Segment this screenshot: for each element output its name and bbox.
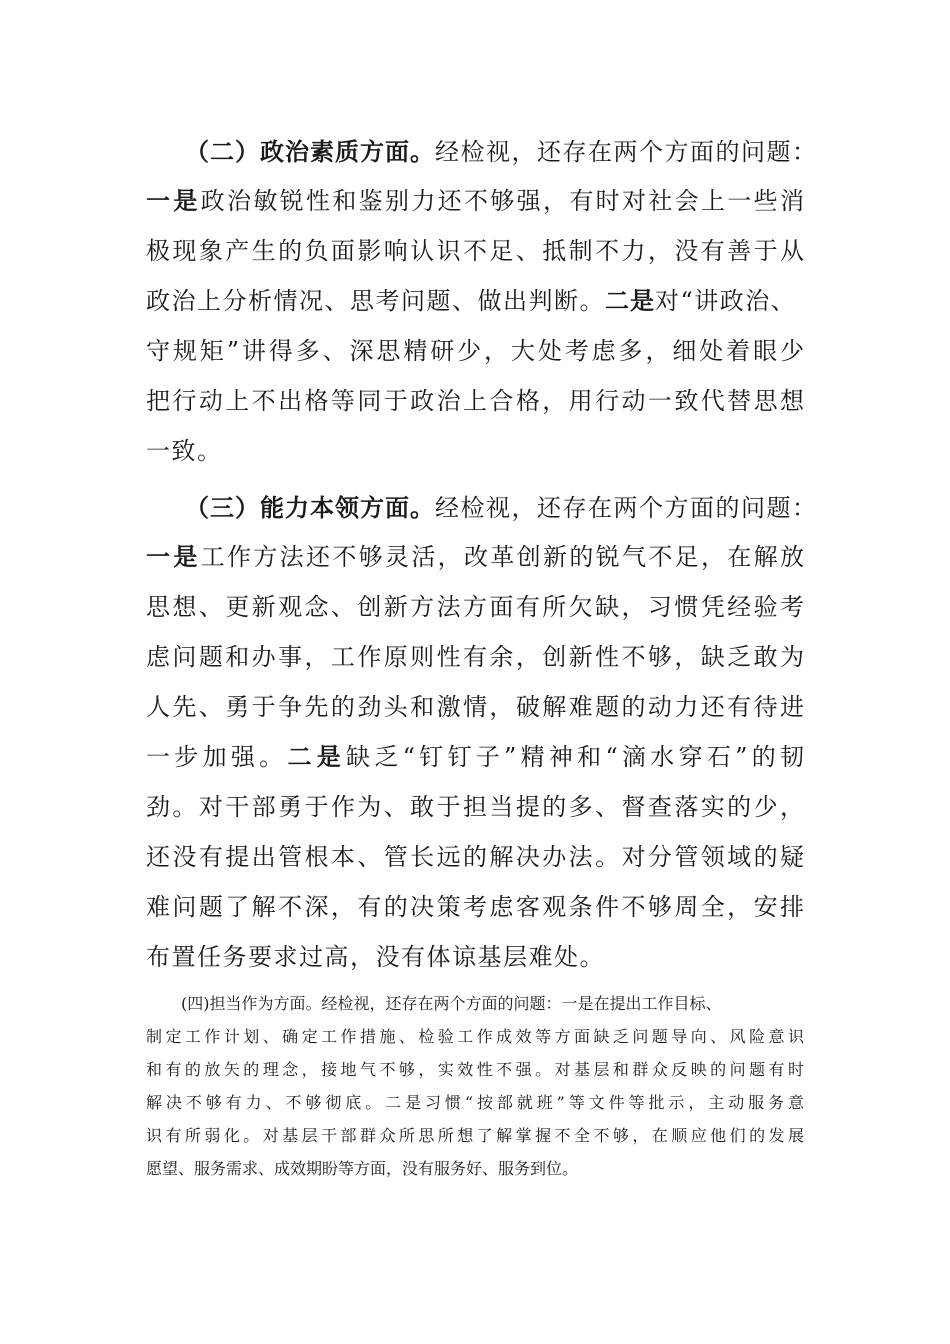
section4-line-5: 识有所弱化。对基层干部群众所思所想了解掌握不全不够，在顺应他们的发展 [146, 1126, 804, 1145]
section4-line-4: 解决不够有力、不够彻底。二是习惯“按部就班”等文件等批示，主动服务意 [146, 1093, 804, 1112]
section2-line-2-text: 政治敏锐性和鉴别力还不够强，有时对社会上一些消 [200, 187, 805, 215]
section2-point-one-label: 一是 [146, 187, 201, 215]
section2-line-4-text: 对“讲政治、 [655, 287, 797, 315]
section2-line-7: 一致。 [146, 437, 223, 465]
section2-line-2 [146, 186, 804, 216]
section2-line-1 [185, 137, 818, 167]
section2-line-1-text: 经检视，还存在两个方面的问题： [435, 138, 818, 166]
section2-point-two-label: 二是 [605, 287, 655, 315]
section2-line-4-pre: 政治上分析情况、思考问题、做出判断。 [146, 287, 605, 315]
section2-line-3: 极现象产生的负面影响认识不足、抵制不力，没有善于从 [146, 237, 804, 265]
section3-line-6 [146, 742, 804, 772]
section3-point-one-label: 一是 [146, 543, 201, 571]
section3-line-1-text: 经检视，还存在两个方面的问题： [435, 494, 818, 522]
section4-line-1: (四)担当作为方面。经检视，还存在两个方面的问题：一是在提出工作目标、 [181, 994, 722, 1013]
section3-line-2 [146, 542, 804, 572]
section3-point-two-label: 二是 [287, 743, 347, 771]
section3-line-1 [185, 493, 818, 523]
section4-line-3: 和有的放矢的理念，接地气不够，实效性不强。对基层和群众反映的问题有时 [146, 1060, 804, 1079]
section3-line-2-text: 工作方法还不够灵活，改革创新的锐气不足，在解放 [200, 543, 805, 571]
section2-line-6: 把行动上不出格等同于政治上合格，用行动一致代替思想 [146, 387, 804, 415]
section4-line-2: 制定工作计划、确定工作措施、检验工作成效等方面缺乏问题导向、风险意识 [146, 1027, 804, 1046]
section3-line-3: 思想、更新观念、创新方法方面有所欠缺，习惯凭经验考 [146, 593, 804, 621]
section3-line-8: 还没有提出管根本、管长远的解决办法。对分管领域的疑 [146, 843, 804, 871]
section2-heading: （二）政治素质方面。 [185, 138, 435, 166]
section3-line-10: 布置任务要求过高，没有体谅基层难处。 [146, 943, 605, 971]
section3-line-4: 虑问题和办事，工作原则性有余，创新性不够，缺乏敢为 [146, 643, 804, 671]
section3-heading: （三）能力本领方面。 [185, 494, 435, 522]
section3-line-6-pre: 一步加强。 [146, 743, 288, 771]
section2-line-4 [146, 286, 796, 316]
section3-line-9: 难问题了解不深，有的决策考虑客观条件不够周全，安排 [146, 893, 804, 921]
section3-line-6-text: 缺乏“钉钉子”精神和“滴水穿石”的韧 [346, 743, 805, 771]
section2-line-5: 守规矩”讲得多、深思精研少，大处考虑多，细处着眼少 [146, 337, 804, 365]
section4-line-6: 愿望、服务需求、成效期盼等方面，没有服务好、服务到位。 [146, 1159, 579, 1178]
section3-line-5: 人先、勇于争先的劲头和激情，破解难题的动力还有待进 [146, 693, 804, 721]
section3-line-7: 劲。对干部勇于作为、敢于担当提的多、督查落实的少， [146, 793, 804, 821]
